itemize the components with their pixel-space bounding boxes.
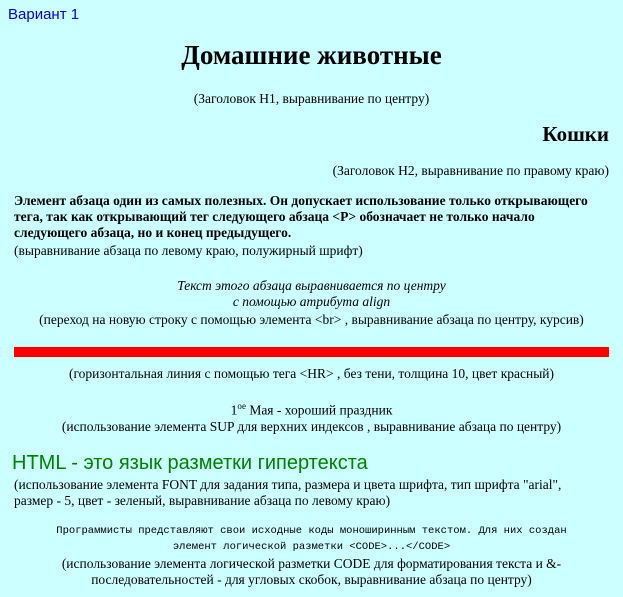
superscript: ое xyxy=(237,401,246,411)
code-paragraph-note: (использование элемента логической разметки CODE для форматирования текста и &- xyxy=(61,556,562,571)
bold-paragraph-line: следующего абзаца, но и конец предыдущего. xyxy=(14,225,292,240)
italic-paragraph-line: Текст этого абзаца выравнивается по центру xyxy=(177,278,446,293)
sup-paragraph-note: (использование элемента SUP для верхних индексов , выравнивание абзаца по центру) xyxy=(61,419,562,434)
horizontal-rule-note: (горизонтальная линия с помощью тега <HR> , без тени, толщина 10, цвет красный) xyxy=(68,366,555,381)
bold-paragraph-note: (выравнивание абзаца по левому краю, полужирный шрифт) xyxy=(14,243,363,258)
sup-text: Мая - хороший праздник xyxy=(245,402,393,418)
italic-paragraph-line: с помощью атрибута align xyxy=(232,294,391,309)
heading-2-note: (Заголовок H2, выравнивание по правому краю) xyxy=(332,163,609,178)
horizontal-rule xyxy=(14,347,609,357)
heading-2: Кошки xyxy=(542,122,609,146)
bold-paragraph-line: Элемент абзаца один из самых полезных. Он допускает использование только открывающего xyxy=(14,193,588,208)
bold-paragraph-line: тега, так как открывающий тег следующего абзаца <P> обозначает не только начало xyxy=(14,209,535,224)
code-paragraph-line: элемент логической разметки <CODE>...</CODE> xyxy=(172,541,451,553)
heading-1: Домашние животные xyxy=(181,40,442,70)
sup-number: 1 xyxy=(230,402,238,418)
font-paragraph-note: (использование элемента FONT для задания типа, размера и цвета шрифта, тип шрифта "arial", xyxy=(14,477,562,492)
variant-label: Вариант 1 xyxy=(8,6,80,23)
font-paragraph: HTML - это язык разметки гипертекста xyxy=(12,452,368,474)
code-paragraph-line: Программисты представляют свои исходные коды моноширинным текстом. Для них создан xyxy=(56,525,567,537)
italic-paragraph-note: (переход на новую строку с помощью элемента <br> , выравнивание абзаца по центру, курсив) xyxy=(39,312,584,327)
sup-paragraph xyxy=(0,401,623,419)
heading-1-note: (Заголовок H1, выравнивание по центру) xyxy=(193,91,430,106)
font-paragraph-note: размер - 5, цвет - зеленый, выравнивание абзаца по левому краю) xyxy=(14,493,391,508)
code-paragraph-note: последовательностей - для угловых скобок, выравнивание абзаца по центру) xyxy=(91,572,532,587)
bold-paragraph xyxy=(14,193,614,241)
